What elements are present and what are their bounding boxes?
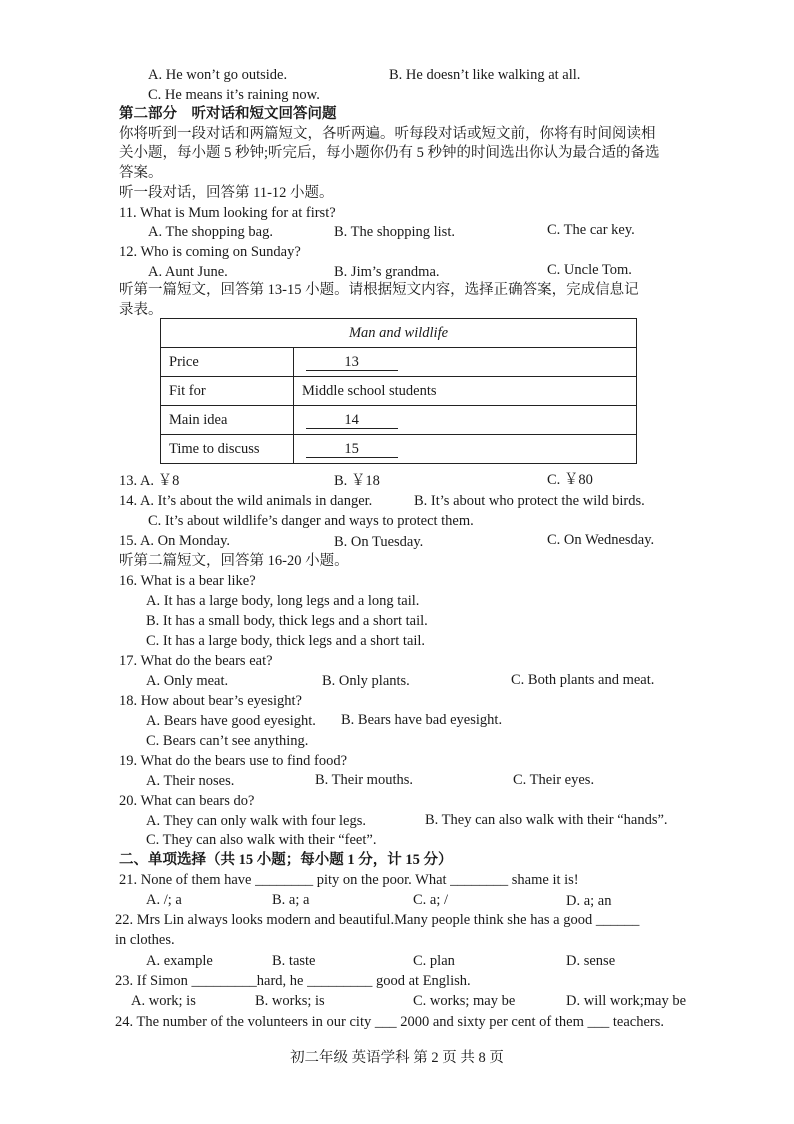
q17-option-a: A. Only meat. — [146, 673, 229, 689]
table-key: Time to discuss — [161, 435, 294, 464]
page-footer: 初二年级 英语学科 第 2 页 共 8 页 — [290, 1050, 504, 1066]
q11-option-c: C. The car key. — [547, 222, 635, 238]
q21-option-c: C. a; / — [413, 892, 449, 908]
q21-option-d: D. a; an — [566, 893, 612, 909]
info-table — [160, 318, 637, 464]
question-12: 12. Who is coming on Sunday? — [119, 244, 301, 260]
q20-option-c: C. They can also walk with their “feet”. — [146, 832, 377, 848]
table-value — [294, 406, 637, 435]
instruction-line: 答案。 — [119, 165, 163, 181]
question-20: 20. What can bears do? — [119, 793, 255, 809]
table-key: Main idea — [161, 406, 294, 435]
q15-option-c: C. On Wednesday. — [547, 532, 655, 548]
q16-option-c: C. It has a large body, thick legs and a short tail. — [146, 633, 426, 649]
q20-option-a: A. They can only walk with four legs. — [146, 813, 367, 829]
passage2-instruction: 听第二篇短文，回答第 16-20 小题。 — [119, 553, 349, 569]
table-title: Man and wildlife — [161, 319, 637, 348]
question-18: 18. How about bear’s eyesight? — [119, 693, 302, 709]
instruction-line: 关小题，每小题 5 秒钟;听完后，每小题你仍有 5 秒钟的时间选出你认为最合适的备选 — [119, 145, 660, 161]
q15-option-b: B. On Tuesday. — [334, 534, 424, 550]
table-key: Price — [161, 348, 294, 377]
question-22: 22. Mrs Lin always looks modern and beautiful.Many people think she has a good ______ — [115, 912, 640, 928]
q11-option-b: B. The shopping list. — [334, 224, 455, 240]
q10-option-c: C. He means it’s raining now. — [148, 87, 320, 103]
q14-option-c: C. It’s about wildlife’s danger and ways to protect them. — [148, 513, 474, 529]
q20-option-b: B. They can also walk with their “hands”. — [425, 812, 668, 828]
q23-option-d: D. will work;may be — [566, 993, 687, 1009]
answer-blank: 15 — [306, 441, 398, 458]
q19-option-c: C. Their eyes. — [513, 772, 595, 788]
q17-option-b: B. Only plants. — [322, 673, 410, 689]
table-value — [294, 348, 637, 377]
q16-option-a: A. It has a large body, long legs and a long tail. — [146, 593, 420, 609]
q22-option-b: B. taste — [272, 953, 316, 969]
q11-option-a: A. The shopping bag. — [148, 224, 273, 240]
q10-option-b: B. He doesn’t like walking at all. — [389, 67, 581, 83]
table-key: Fit for — [161, 377, 294, 406]
question-11: 11. What is Mum looking for at first? — [119, 205, 336, 221]
q13-option-b: B. ￥18 — [334, 473, 380, 489]
q18-option-a: A. Bears have good eyesight. — [146, 713, 316, 729]
q22-option-d: D. sense — [566, 953, 616, 969]
table-value — [294, 435, 637, 464]
question-21: 21. None of them have ________ pity on the poor. What ________ shame it is! — [119, 872, 579, 888]
q22-option-a: A. example — [146, 953, 213, 969]
q18-option-b: B. Bears have bad eyesight. — [341, 712, 503, 728]
table-value: Middle school students — [294, 377, 637, 406]
q23-option-b: B. works; is — [255, 993, 325, 1009]
q19-option-a: A. Their noses. — [146, 773, 235, 789]
question-13: 13. A. ￥8 — [119, 473, 180, 489]
q21-option-a: A. /; a — [146, 892, 182, 908]
q19-option-b: B. Their mouths. — [315, 772, 414, 788]
q21-option-b: B. a; a — [272, 892, 310, 908]
dialog-instruction: 听一段对话，回答第 11-12 小题。 — [119, 185, 334, 201]
question-24: 24. The number of the volunteers in our city ___ 2000 and sixty per cent of them ___ teachers. — [115, 1014, 664, 1030]
question-15: 15. A. On Monday. — [119, 533, 231, 549]
q14-option-b: B. It’s about who protect the wild birds. — [414, 493, 645, 509]
q17-option-c: C. Both plants and meat. — [511, 672, 655, 688]
question-19: 19. What do the bears use to find food? — [119, 753, 348, 769]
section2-heading: 二、单项选择（共 15 小题；每小题 1 分，计 15 分） — [119, 852, 453, 868]
question-23: 23. If Simon _________hard, he _________ good at English. — [115, 973, 471, 989]
answer-blank: 13 — [306, 354, 398, 371]
question-16: 16. What is a bear like? — [119, 573, 256, 589]
q23-option-a: A. work; is — [131, 993, 196, 1009]
answer-blank: 14 — [306, 412, 398, 429]
q10-option-a: A. He won’t go outside. — [148, 67, 288, 83]
passage1-instruction: 听第一篇短文，回答第 13-15 小题。请根据短文内容，选择正确答案，完成信息记 — [119, 282, 639, 298]
q13-option-c: C. ￥80 — [547, 472, 593, 488]
part2-heading: 第二部分 听对话和短文回答问题 — [119, 106, 337, 122]
instruction-line: 你将听到一段对话和两篇短文，各听两遍。听每段对话或短文前，你将有时间阅读相 — [119, 126, 656, 142]
q12-option-a: A. Aunt June. — [148, 264, 228, 280]
q22-option-c: C. plan — [413, 953, 455, 969]
q18-option-c: C. Bears can’t see anything. — [146, 733, 309, 749]
question-14: 14. A. It’s about the wild animals in danger. — [119, 493, 373, 509]
q12-option-c: C. Uncle Tom. — [547, 262, 632, 278]
passage1-instruction: 录表。 — [119, 302, 163, 318]
question-17: 17. What do the bears eat? — [119, 653, 273, 669]
question-22-cont: in clothes. — [115, 932, 175, 948]
q16-option-b: B. It has a small body, thick legs and a short tail. — [146, 613, 428, 629]
q23-option-c: C. works; may be — [413, 993, 516, 1009]
q12-option-b: B. Jim’s grandma. — [334, 264, 440, 280]
